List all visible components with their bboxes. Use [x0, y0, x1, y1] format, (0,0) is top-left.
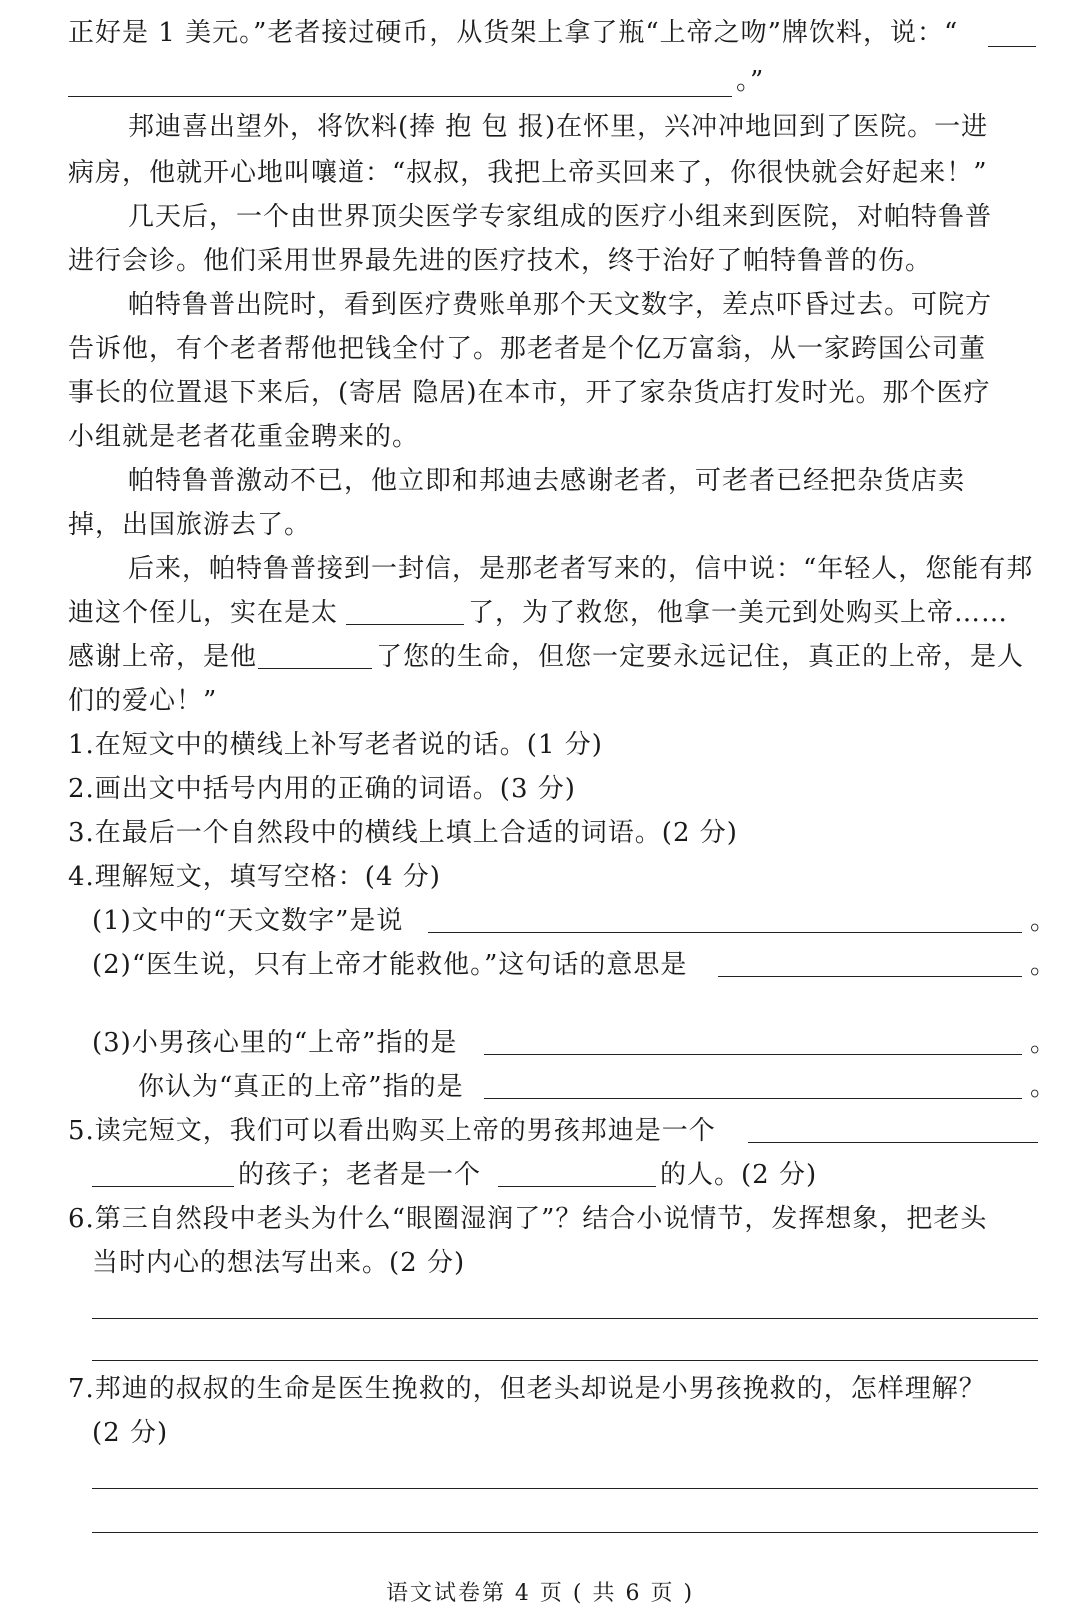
passage-line	[68, 16, 958, 50]
question-5	[68, 1114, 716, 1148]
question-text: 3.在最后一个自然段中的横线上填上合适的词语。(2 分)	[68, 818, 738, 848]
question-text: 6.第三自然段中老头为什么“眼圈湿润了”？结合小说情节，发挥想象，把老头	[68, 1204, 988, 1234]
question-text: 7.邦迪的叔叔的生命是医生挽救的，但老头却说是小男孩挽救的，怎样理解？	[68, 1374, 986, 1404]
question-text: 的人。(2 分)	[660, 1160, 818, 1190]
passage-text: 掉，出国旅游去了。	[68, 510, 312, 540]
period-text: 。	[1030, 1072, 1058, 1102]
passage-text: 几天后，一个由世界顶尖医学专家组成的医疗小组来到医院，对帕特鲁普	[128, 202, 993, 232]
period-text: 。	[1030, 1028, 1058, 1058]
question-text: (2)“医生说，只有上帝才能救他。”这句话的意思是	[92, 950, 688, 980]
passage-text: 进行会诊。他们采用世界最先进的医疗技术，终于治好了帕特鲁普的伤。	[68, 246, 933, 276]
passage-text: 邦迪喜出望外，将饮料(捧 抱 包 报)在怀里，兴冲冲地回到了医院。一进	[128, 112, 989, 142]
passage-text: 帕特鲁普激动不已，他立即和邦迪去感谢老者，可老者已经把杂货店卖	[128, 466, 966, 496]
question-4-2	[92, 948, 687, 982]
question-4-1	[92, 904, 403, 938]
question-text: 你认为“真正的上帝”指的是	[138, 1072, 464, 1102]
passage-text: 了，为了救您，他拿一美元到处购买上帝……	[468, 598, 1009, 628]
passage-text: 后来，帕特鲁普接到一封信，是那老者写来的，信中说：“年轻人，您能有邦	[128, 554, 1034, 584]
answer-line[interactable]	[92, 1318, 1038, 1319]
answer-blank[interactable]	[92, 1186, 234, 1187]
answer-blank[interactable]	[428, 932, 1022, 933]
answer-line[interactable]	[92, 1488, 1038, 1489]
period-text: 。	[1030, 950, 1058, 980]
answer-blank[interactable]	[484, 1098, 1022, 1099]
passage-line	[736, 64, 764, 98]
passage-text: 们的爱心！”	[68, 686, 218, 716]
passage-text: 感谢上帝，是他	[68, 642, 258, 672]
passage-text: 病房，他就开心地叫嚷道：“叔叔，我把上帝买回来了，你很快就会好起来！”	[68, 158, 988, 188]
passage-line	[468, 596, 1008, 630]
passage-text: 事长的位置退下来后，(寄居 隐居)在本市，开了家杂货店打发时光。那个医疗	[68, 378, 991, 408]
passage-line	[128, 552, 1033, 586]
passage-text: 。”	[736, 66, 765, 96]
question-text: (2 分)	[92, 1418, 169, 1448]
answer-line[interactable]	[92, 1532, 1038, 1533]
passage-text: 告诉他，有个老者帮他把钱全付了。那老者是个亿万富翁，从一家跨国公司董	[68, 334, 987, 364]
question-4-3	[92, 1026, 457, 1060]
passage-line	[68, 332, 986, 366]
period	[1030, 904, 1057, 938]
page-footer: 语文试卷第 4 页 ( 共 6 页 )	[385, 1581, 695, 1606]
passage-line	[68, 684, 217, 718]
question-text: (1)文中的“天文数字”是说	[92, 906, 404, 936]
question-7	[68, 1372, 986, 1406]
answer-blank[interactable]	[258, 668, 372, 669]
passage-text: 了您的生命，但您一定要永远记住，真正的上帝，是人	[376, 642, 1025, 672]
question-text: 5.读完短文，我们可以看出购买上帝的男孩邦迪是一个	[68, 1116, 716, 1146]
passage-text: 小组就是老者花重金聘来的。	[68, 422, 420, 452]
passage-line	[68, 640, 257, 674]
passage-line	[128, 464, 965, 498]
passage-line	[376, 640, 1024, 674]
passage-line	[68, 508, 311, 542]
passage-line	[68, 376, 991, 410]
period-text: 。	[1030, 906, 1058, 936]
passage-line	[68, 420, 419, 454]
passage-line	[68, 596, 338, 630]
passage-line	[68, 156, 988, 190]
period	[1030, 1070, 1057, 1104]
question-text: 4.理解短文，填写空格：(4 分)	[68, 862, 441, 892]
question-6-cont	[92, 1246, 465, 1280]
question-text: 1.在短文中的横线上补写老者说的话。(1 分)	[68, 730, 603, 760]
passage-text: 迪这个侄儿，实在是太	[68, 598, 339, 628]
passage-line	[128, 110, 988, 144]
passage-line	[128, 288, 992, 322]
question-7-cont	[92, 1416, 168, 1450]
answer-blank[interactable]	[498, 1186, 656, 1187]
question-5-cont	[660, 1158, 817, 1192]
question-text: 2.画出文中括号内用的正确的词语。(3 分)	[68, 774, 576, 804]
question-text: 的孩子；老者是一个	[238, 1160, 482, 1190]
answer-blank[interactable]	[484, 1054, 1022, 1055]
answer-blank[interactable]	[988, 46, 1036, 47]
passage-text: 帕特鲁普出院时，看到医疗费账单那个天文数字，差点吓昏过去。可院方	[128, 290, 993, 320]
answer-blank[interactable]	[68, 96, 732, 97]
answer-blank[interactable]	[718, 976, 1022, 977]
question-1	[68, 728, 603, 762]
answer-line[interactable]	[92, 1360, 1038, 1361]
question-3	[68, 816, 738, 850]
question-4	[68, 860, 441, 894]
answer-blank[interactable]	[346, 624, 464, 625]
passage-text: 正好是 1 美元。”老者接过硬币，从货架上拿了瓶“上帝之吻”牌饮料，说：“	[68, 18, 959, 48]
question-5-cont	[238, 1158, 481, 1192]
answer-blank[interactable]	[748, 1142, 1038, 1143]
question-text: 当时内心的想法写出来。(2 分)	[92, 1248, 466, 1278]
period	[1030, 948, 1057, 982]
passage-line	[68, 244, 932, 278]
question-2	[68, 772, 576, 806]
question-6	[68, 1202, 987, 1236]
question-text: (3)小男孩心里的“上帝”指的是	[92, 1028, 458, 1058]
passage-line	[128, 200, 992, 234]
question-4-4	[138, 1070, 464, 1104]
period	[1030, 1026, 1057, 1060]
